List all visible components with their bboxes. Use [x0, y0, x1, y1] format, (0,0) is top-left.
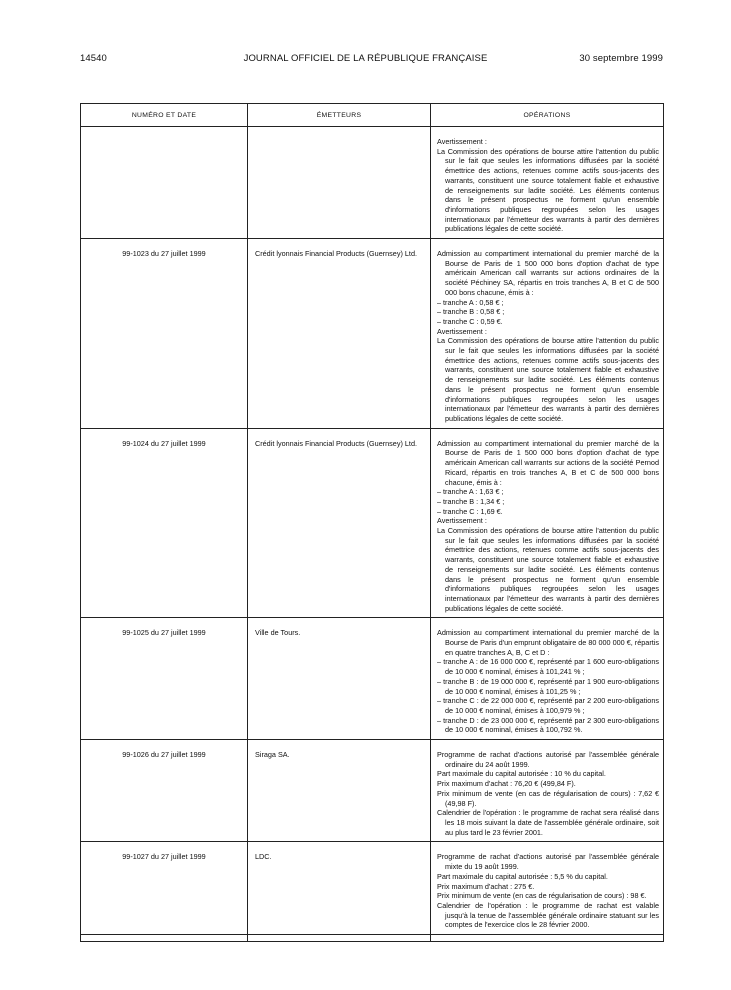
table-body: [81, 127, 664, 942]
operation-paragraph: – tranche C : 1,69 €.: [437, 506, 503, 516]
operation-paragraph: Calendrier de l'opération : le programme de rachat est valable jusqu'à la tenue de l'assemblée générale ordinaire statuant sur les comptes de l'exercice clos le 28 février 2000.: [437, 900, 659, 930]
numero-cell: 99-1026 du 27 juillet 1999: [81, 740, 248, 842]
emetteur-cell: [248, 127, 431, 239]
continuation-cell: [248, 935, 431, 942]
continuation-cell: [81, 935, 248, 942]
operation-paragraph: Avertissement :: [437, 137, 487, 146]
page-number: 14540: [80, 53, 107, 64]
emetteur-cell: Crédit lyonnais Financial Products (Guernsey) Ltd.: [248, 428, 431, 618]
operation-paragraph: Avertissement :: [437, 326, 487, 336]
operation-paragraph: – tranche A : 1,63 € ;: [437, 487, 504, 497]
register-table: [80, 103, 664, 942]
operation-paragraph: – tranche B : 1,34 € ;: [437, 496, 505, 506]
operation-paragraph: Prix maximum d'achat : 76,20 € (499,84 F).: [437, 779, 576, 789]
operation-paragraph: Programme de rachat d'actions autorisé par l'assemblée générale mixte du 19 août 1999.: [437, 852, 659, 872]
table-row: [81, 740, 664, 842]
operations-cell: [431, 239, 664, 429]
table-row: [81, 428, 664, 618]
operation-paragraph: – tranche D : de 23 000 000 €, représenté par 2 300 euro-obligations de 10 000 € nominal, émises à 100,792 %.: [437, 715, 659, 735]
operations-cell: [431, 842, 664, 935]
table-row: [81, 842, 664, 935]
operation-paragraph: – tranche C : de 22 000 000 €, représenté par 2 200 euro-obligations de 10 000 € nominal, émises à 100,979 % ;: [437, 696, 659, 715]
numero-cell: 99-1025 du 27 juillet 1999: [81, 618, 248, 740]
emetteur-cell: Ville de Tours.: [248, 618, 431, 740]
operations-cell: [431, 428, 664, 618]
operation-paragraph: – tranche B : 0,58 € ;: [437, 307, 505, 317]
numero-cell: 99-1027 du 27 juillet 1999: [81, 842, 248, 935]
operation-paragraph: La Commission des opérations de bourse attire l'attention du public sur le fait que seules les informations diffusées par la société émettrice des actions, retenues comme actifs sous-jacents des warrants, constituent une source totalement fiable et exhaustive de renseignements sur ladite société. Les éléments contenus dans le présent prospectus ne forment qu'un ensemble d'informations publiques regroupées selon les usages internationaux par l'émetteur des warrants à partir des dernières publications légales de cette société.: [437, 336, 659, 423]
table-row: [81, 127, 664, 239]
operation-paragraph: – tranche B : de 19 000 000 €, représenté par 1 900 euro-obligations de 10 000 € nominal, émises à 101,25 % ;: [437, 676, 659, 696]
numero-cell: 99-1024 du 27 juillet 1999: [81, 428, 248, 618]
table-row: [81, 239, 664, 429]
operations-cell: [431, 127, 664, 239]
operation-paragraph: Part maximale du capital autorisée : 10 % du capital.: [437, 769, 606, 779]
operations-cell: [431, 740, 664, 842]
operation-paragraph: La Commission des opérations de bourse attire l'attention du public sur le fait que seules les informations diffusées par la société émettrice des actions, retenues comme actifs sous-jacents des warrants, constituent une source totalement fiable et exhaustive de renseignements sur ladite société. Les éléments contenus dans le présent prospectus ne forment qu'un ensemble d'informations publiques regroupées selon les usages internationaux par l'émetteur des warrants à partir des dernières publications légales de cette société.: [437, 526, 659, 613]
operation-paragraph: Prix maximum d'achat : 275 €.: [437, 881, 535, 891]
emetteur-cell: Crédit lyonnais Financial Products (Guernsey) Ltd.: [248, 239, 431, 429]
operation-paragraph: – tranche A : de 16 000 000 €, représenté par 1 600 euro-obligations de 10 000 € nominal, émises à 101,241 % ;: [437, 657, 659, 677]
operation-paragraph: Part maximale du capital autorisée : 5,5 % du capital.: [437, 871, 608, 881]
numero-cell: 99-1023 du 27 juillet 1999: [81, 239, 248, 429]
journal-title: JOURNAL OFFICIEL DE LA RÉPUBLIQUE FRANÇAISE: [243, 53, 488, 64]
operation-paragraph: Admission au compartiment international du premier marché de la Bourse de Paris de 1 500 000 bons d'option d'achat de type américain American call warrants sur actions de la société Pernod Ricard, répartis en trois tranches A, B et C de 500 000 bons chacune, émis à :: [437, 438, 659, 487]
operation-paragraph: La Commission des opérations de bourse attire l'attention du public sur le fait que seules les informations diffusées par la société émettrice des actions, retenues comme actifs sous-jacents des warrants, constituent une source totalement fiable et exhaustive de renseignements sur ladite société. Les éléments contenus dans le présent prospectus ne forment qu'un ensemble d'informations publiques regroupées selon les usages internationaux par l'émetteur des warrants à partir des dernières publications légales de cette société.: [437, 146, 659, 234]
operation-paragraph: Calendrier de l'opération : le programme de rachat sera réalisé dans les 18 mois suivant la date de l'assemblée générale ordinaire, soit au plus tard le 23 février 2001.: [437, 808, 659, 837]
operation-paragraph: Programme de rachat d'actions autorisé par l'assemblée générale ordinaire du 24 août 1999.: [437, 750, 659, 769]
operations-cell: [431, 618, 664, 740]
operation-paragraph: Prix minimum de vente (en cas de régularisation de cours) : 7,62 € (49,98 F).: [437, 788, 659, 808]
column-header-operations: OPÉRATIONS: [431, 104, 664, 127]
column-header-numero: NUMÉRO ET DATE: [81, 104, 248, 127]
emetteur-cell: Siraga SA.: [248, 740, 431, 842]
continuation-cell: [431, 935, 664, 942]
numero-cell: [81, 127, 248, 239]
table-header: [81, 104, 664, 127]
table-continuation: [81, 935, 664, 942]
table-row: [81, 618, 664, 740]
operation-paragraph: Avertissement :: [437, 516, 487, 526]
column-header-emetteurs: ÉMETTEURS: [248, 104, 431, 127]
operation-paragraph: – tranche A : 0,58 € ;: [437, 297, 504, 307]
operation-paragraph: Admission au compartiment international du premier marché de la Bourse de Paris de 1 500 000 bons d'option d'achat de type américain American call warrants sur actions ordinaires de la société Péchiney SA, répartis en trois tranches A, B et C de 500 000 bons chacune, émis à :: [437, 249, 659, 297]
emetteur-cell: LDC.: [248, 842, 431, 935]
operation-paragraph: Prix minimum de vente (en cas de régularisation de cours) : 98 €.: [437, 891, 647, 901]
issue-date: 30 septembre 1999: [579, 53, 663, 64]
operation-paragraph: Admission au compartiment international du premier marché de la Bourse de Paris d'un emprunt obligataire de 80 000 000 €, répartis en quatre tranches A, B, C et D :: [437, 628, 659, 657]
operation-paragraph: – tranche C : 0,59 €.: [437, 316, 503, 326]
